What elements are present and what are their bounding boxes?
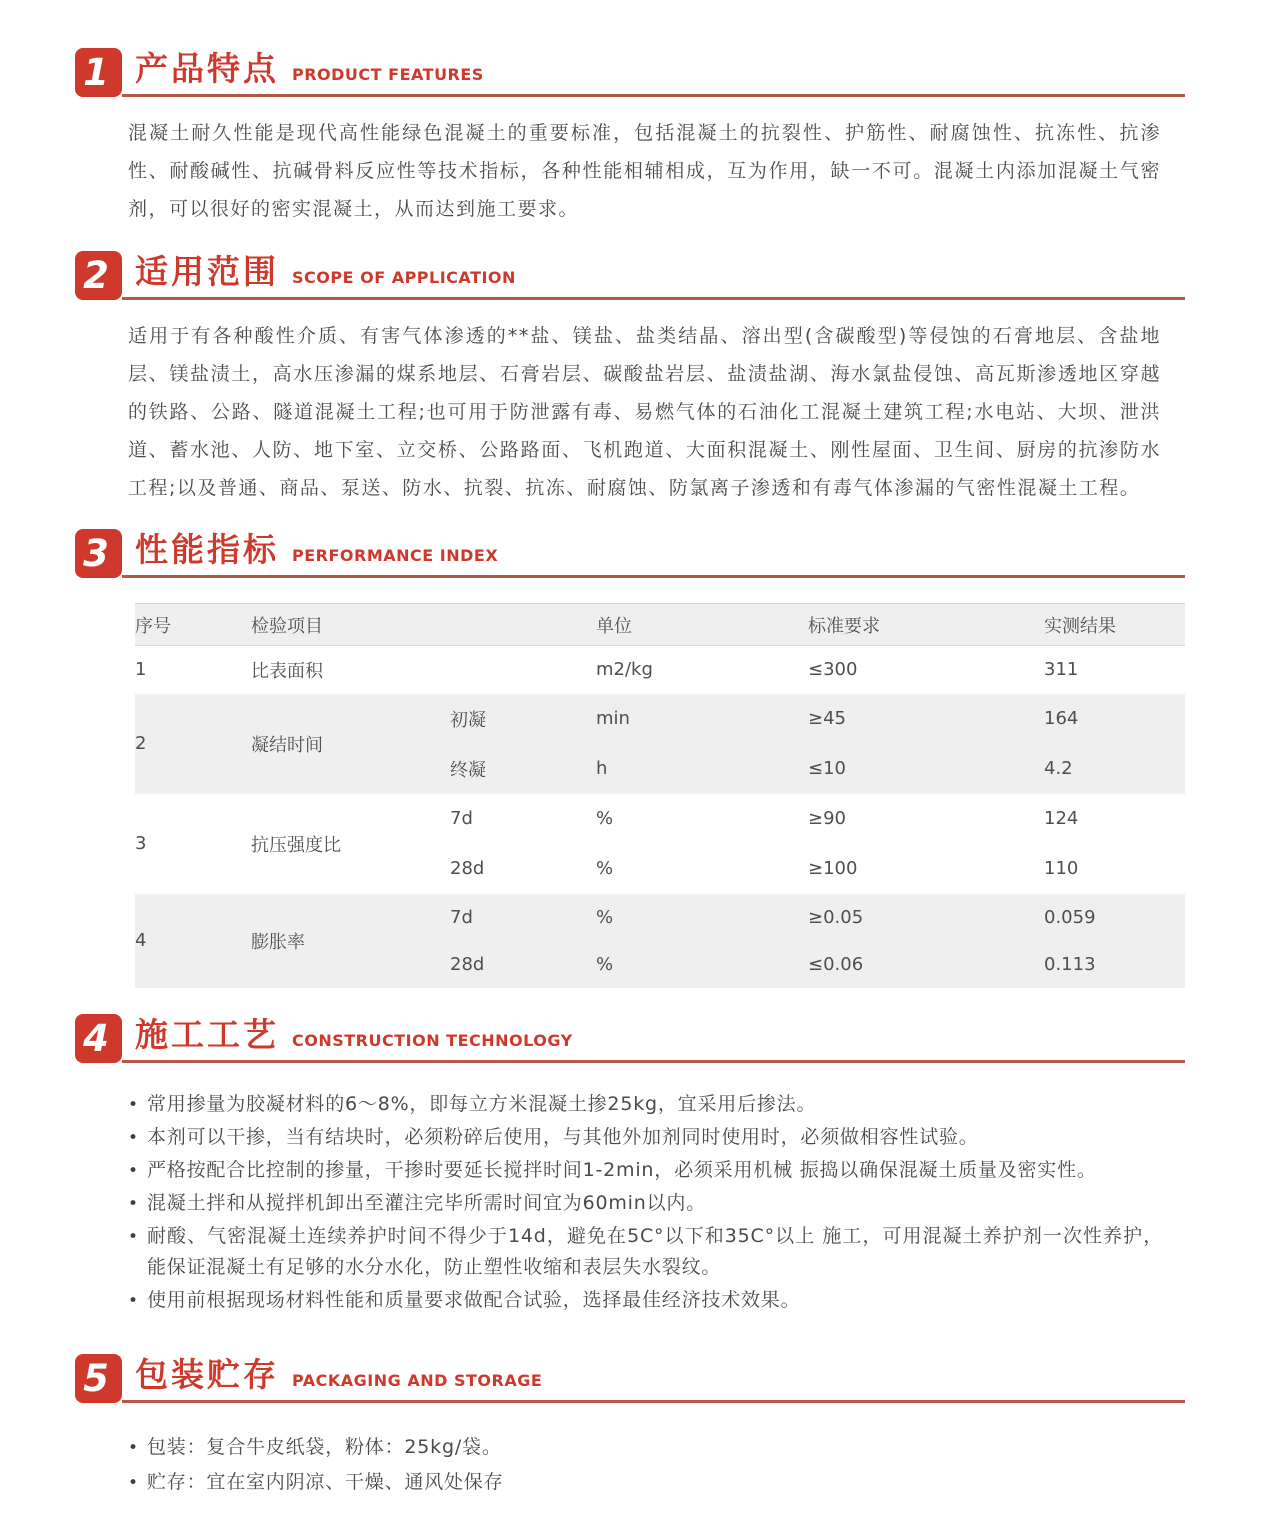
cell-standard: ≥100 [808,858,858,879]
section-1-title-en: PRODUCT FEATURES [292,65,484,84]
cell-result: 110 [1044,858,1079,879]
cell-unit: % [596,906,614,928]
section-2-paragraph: 适用于有各种酸性介质、有害气体渗透的**盐、镁盐、盐类结晶、溶出型(含碳酸型)等侵蚀的石膏地层、含盐地层、镁盐渍土，高水压渗漏的煤系地层、石膏岩层、碳酸盐岩层、盐渍盐湖、海水氯盐侵蚀、高瓦斯渗透地区穿越的铁路、公路、隧道混凝土工程;也可用于防泄露有毒、易燃气体的石油化工混凝土建筑工程;水电站、大坝、泄洪道、蓄水池、人防、地下室、立交桥、公路路面、飞机跑道、大面积混凝土、刚性屋面、卫生间、厨房的抗渗防水工程;以及普通、商品、泵送、防水、抗裂、抗冻、耐腐蚀、防氯离子渗透和有毒气体渗漏的气密性混凝土工程。 [128,325,1161,499]
cell-sub-item: 7d [450,906,473,928]
bullet-icon [128,1466,139,1500]
cell-result: 164 [1044,708,1079,729]
cell-standard: ≤300 [808,659,858,681]
cell-result: 0.059 [1044,906,1096,928]
table-row [135,894,1185,941]
cell-unit: h [596,758,608,779]
packaging-bullet-list [128,1431,1163,1499]
section-5-title-en: PACKAGING AND STORAGE [292,1370,543,1390]
cell-result: 124 [1044,808,1079,829]
bullet-text: 严格按配合比控制的掺量，干掺时要延长搅拌时间1-2min，必须采用机械 振捣以确保混凝土质量及密实性。 [147,1158,1097,1181]
section-2-title-line [122,254,1185,300]
table-row [135,646,1185,694]
cell-standard: ≥45 [808,708,846,729]
section-4-title-en: CONSTRUCTION TECHNOLOGY [292,1030,573,1050]
cell-sub-item: 初凝 [450,709,486,731]
bullet-item [128,1221,1163,1283]
section-4-title-line [122,1014,1185,1063]
section-3-number-badge: 3 [75,529,122,578]
bullet-item [128,1466,1163,1499]
section-3-title-line [122,532,1185,578]
section-5-title-zh: 包装贮存 [135,1354,279,1394]
cell-sub-item: 28d [450,953,485,975]
section-performance-index [75,529,1185,988]
section-1-header [75,48,1185,97]
section-4-number-badge: 4 [75,1014,122,1063]
cell-unit: m2/kg [596,659,653,681]
cell-unit: % [596,808,614,829]
section-2-title-en: SCOPE OF APPLICATION [292,268,516,287]
cell-unit: % [596,953,614,975]
bullet-text: 耐酸、气密混凝土连续养护时间不得少于14d，避免在5C°以下和35C°以上 施工，可用混凝土养护剂一次性养护，能保证混凝土有足够的水分水化，防止塑性收缩和表层失水裂纹。 [147,1224,1163,1278]
section-1-number-badge: 1 [75,48,122,97]
section-3-title-en: PERFORMANCE INDEX [292,546,499,565]
bullet-text: 包装：复合牛皮纸袋，粉体：25kg/袋。 [147,1435,502,1458]
cell-sub-item: 28d [450,858,485,879]
cell-standard: ≥0.05 [808,906,864,928]
bullet-item [128,1155,1163,1186]
cell-sub-item: 7d [450,808,473,829]
section-3-header [75,529,1185,578]
col-header-item: 检验项目 [215,604,580,646]
bullet-text: 贮存：宜在室内阴凉、干燥、通风处保存 [147,1470,504,1493]
col-header-unit: 单位 [580,604,790,646]
section-construction-technology [75,1014,1185,1316]
construction-bullet-list [128,1089,1163,1316]
col-header-result: 实测结果 [1030,604,1185,646]
cell-result: 0.113 [1044,953,1096,975]
section-packaging-and-storage [75,1354,1185,1499]
table-row [135,694,1185,744]
section-5-header [75,1354,1185,1403]
section-4-title-zh: 施工工艺 [135,1014,279,1054]
bullet-text: 使用前根据现场材料性能和质量要求做配合试验，选择最佳经济技术效果。 [147,1288,801,1311]
section-5-number-badge: 5 [75,1354,122,1403]
cell-result: 311 [1044,659,1079,681]
section-1-title-line [122,51,1185,97]
section-scope-of-application [75,251,1185,507]
col-header-standard: 标准要求 [790,604,1030,646]
bullet-item [128,1431,1163,1464]
bullet-text: 常用掺量为胶凝材料的6～8%，即每立方米混凝土掺25kg，宜采用后掺法。 [147,1092,817,1115]
cell-unit: % [596,858,614,879]
bullet-icon [128,1188,139,1220]
cell-unit: min [596,708,630,729]
cell-sub-item: 终凝 [450,759,486,781]
bullet-icon [128,1221,139,1253]
bullet-item [128,1089,1163,1120]
cell-item: 凝结时间 [251,734,323,756]
section-4-header [75,1014,1185,1063]
table-row [135,794,1185,844]
cell-no: 2 [135,733,147,754]
bullet-item [128,1285,1163,1316]
cell-item: 抗压强度比 [251,834,341,856]
section-product-features [75,48,1185,228]
bullet-text: 本剂可以干掺，当有结块时，必须粉碎后使用，与其他外加剂同时使用时，必须做相容性试验。 [147,1125,979,1148]
section-1-paragraph: 混凝土耐久性能是现代高性能绿色混凝土的重要标准，包括混凝土的抗裂性、护筋性、耐腐蚀性、抗冻性、抗渗性、耐酸碱性、抗碱骨料反应性等技术指标，各种性能相辅相成，互为作用，缺一不可。混凝土内添加混凝土气密剂，可以很好的密实混凝土，从而达到施工要求。 [128,122,1161,220]
cell-no: 1 [135,659,147,681]
bullet-icon [128,1285,139,1317]
cell-item: 膨胀率 [251,931,305,953]
section-2-header [75,251,1185,300]
cell-no: 3 [135,833,147,854]
section-2-title-zh: 适用范围 [135,252,279,291]
bullet-icon [128,1122,139,1154]
cell-no: 4 [135,930,147,951]
section-2-number-badge: 2 [75,251,122,300]
bullet-item [128,1188,1163,1219]
section-1-title-zh: 产品特点 [135,49,279,88]
cell-standard: ≥90 [808,808,846,829]
bullet-icon [128,1431,139,1465]
bullet-icon [128,1155,139,1187]
table-header-row [135,604,1185,646]
bullet-item [128,1122,1163,1153]
col-header-no: 序号 [135,604,215,646]
cell-standard: ≤10 [808,758,846,779]
bullet-icon [128,1089,139,1121]
cell-result: 4.2 [1044,758,1073,779]
cell-standard: ≤0.06 [808,953,864,975]
section-3-title-zh: 性能指标 [135,530,279,569]
performance-table [135,603,1185,988]
bullet-text: 混凝土拌和从搅拌机卸出至灌注完毕所需时间宜为60min以内。 [147,1191,707,1214]
section-5-title-line [122,1354,1185,1403]
cell-item: 比表面积 [251,660,323,682]
